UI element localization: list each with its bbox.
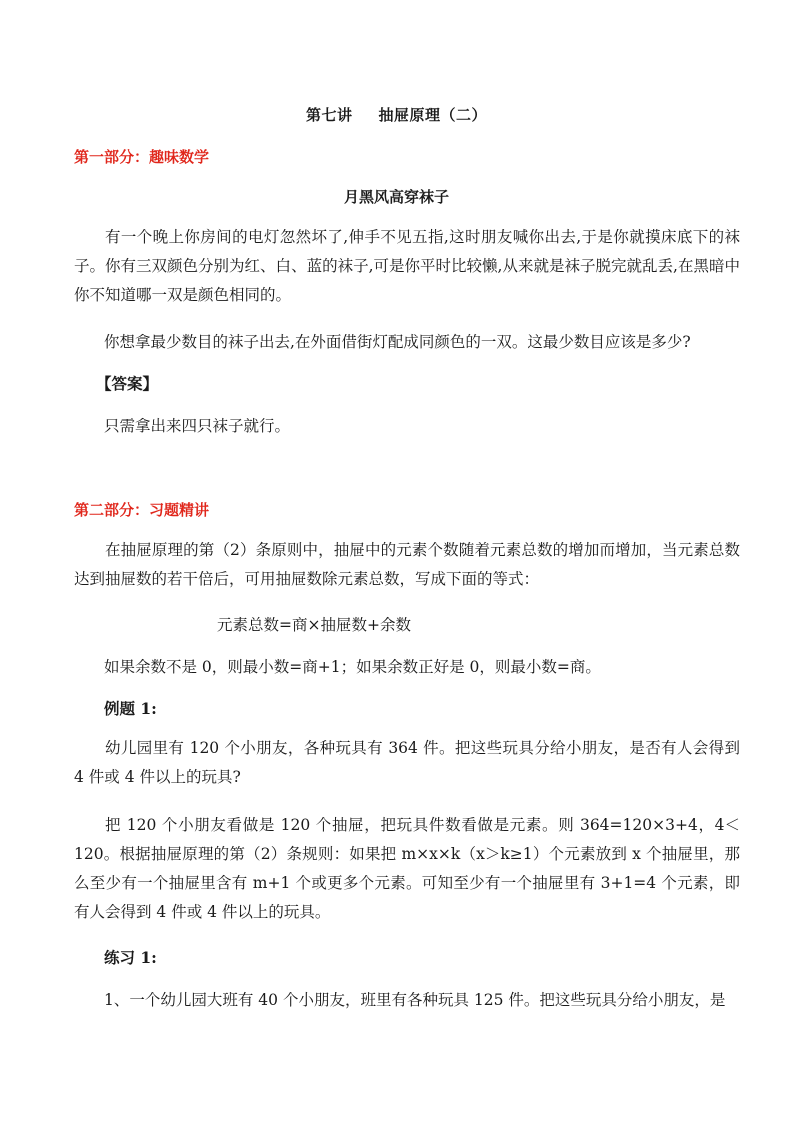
answer-text: 只需拿出来四只袜子就行。 bbox=[104, 417, 291, 435]
exercise-label: 练习 1: bbox=[104, 948, 157, 967]
story-paragraph-2: 你想拿最少数目的袜子出去,在外面借街灯配成同颜色的一双。这最少数目应该是多少? bbox=[104, 333, 691, 351]
formula: 元素总数=商×抽屉数+余数 bbox=[217, 616, 411, 634]
lecture-number: 第七讲 bbox=[305, 106, 353, 124]
story-title: 月黑风高穿袜子 bbox=[343, 188, 449, 206]
exercise-item-1: 1、一个幼儿园大班有 40 个小朋友，班里有各种玩具 125 件。把这些玩具分给小朋友，是 bbox=[104, 991, 726, 1009]
story-paragraph-1: 有一个晚上你房间的电灯忽然坏了,伸手不见五指,这时朋友喊你出去,于是你就摸床底下的袜子。你有三双颜色分别为红、白、蓝的袜子,可是你平时比较懒,从来就是袜子脱完就乱丢,在黑暗中你不知道哪一双是颜色相同的。 bbox=[74, 228, 740, 304]
example-question: 幼儿园里有 120 个小朋友，各种玩具有 364 件。把这些玩具分给小朋友，是否有人会得到 4 件或 4 件以上的玩具? bbox=[74, 739, 740, 786]
page-title bbox=[0, 104, 793, 125]
answer-label: 【答案】 bbox=[96, 374, 159, 393]
section-heading-part1: 第一部分：趣味数学 bbox=[74, 148, 210, 166]
example-label: 例题 1: bbox=[104, 699, 157, 718]
intro-paragraph: 在抽屉原理的第（2）条原则中，抽屉中的元素个数随着元素总数的增加而增加，当元素总数达到抽屉数的若干倍后，可用抽屉数除元素总数，写成下面的等式： bbox=[74, 541, 740, 588]
example-solution: 把 120 个小朋友看做是 120 个抽屉，把玩具件数看做是元素。则 364=120×3+4，4＜120。根据抽屉原理的第（2）条规则：如果把 m×x×k（x＞k≥1）个元素放到 x 个抽屉里，那么至少有一个抽屉里含有 m+1 个或更多个元素。可知至少有一个抽屉里有 3+1=4 个元素，即有人会得到 4 件或 4 件以上的玩具。 bbox=[74, 816, 740, 921]
lecture-topic: 抽屉原理（二） bbox=[378, 106, 488, 124]
section-heading-part2: 第二部分：习题精讲 bbox=[74, 501, 210, 519]
rule-text: 如果余数不是 0，则最小数=商+1；如果余数正好是 0，则最小数=商。 bbox=[104, 658, 601, 676]
